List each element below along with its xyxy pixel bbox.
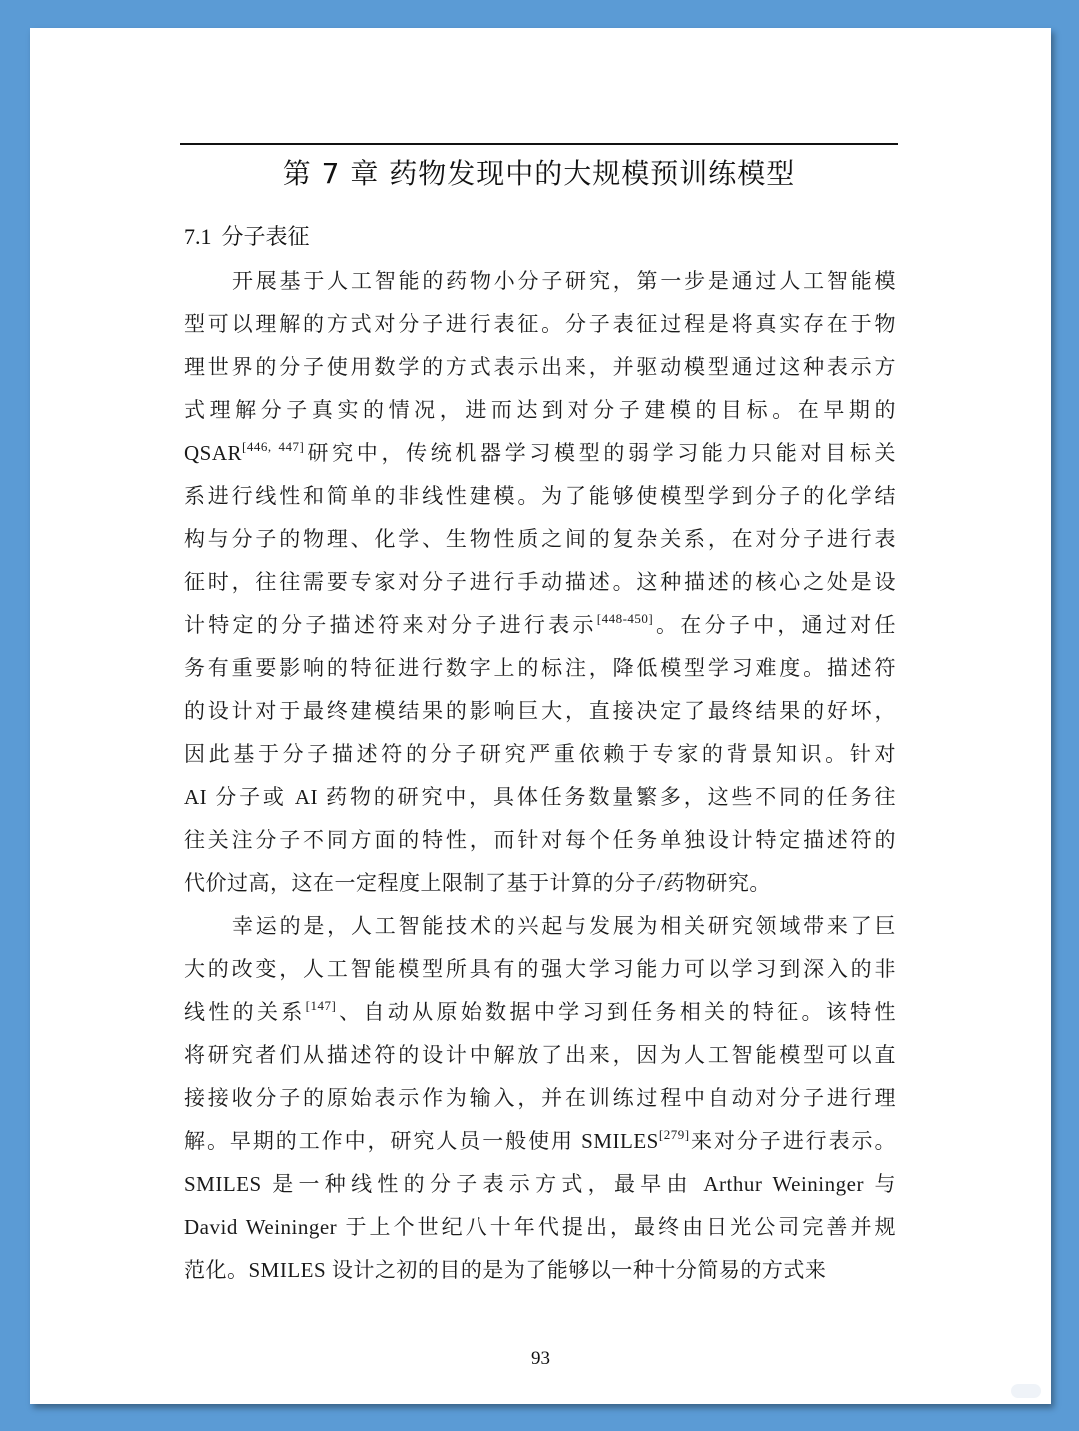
paragraph-2-line: 解。早期的工作中，研究人员一般使用 SMILES[279]来对分子进行表示。 (184, 1127, 896, 1153)
paragraph-1-line: 理世界的分子使用数学的方式表示出来，并驱动模型通过这种表示方 (184, 355, 896, 379)
paragraph-1-line: 代价过高，这在一定程度上限制了基于计算的分子/药物研究。 (184, 871, 771, 895)
paragraph-1-line: 的设计对于最终建模结果的影响巨大，直接决定了最终结果的好坏， (184, 699, 896, 723)
paragraph-2-line: 大的改变，人工智能模型所具有的强大学习能力可以学习到深入的非 (184, 957, 896, 981)
paragraph-1-line: QSAR[446, 447]研究中，传统机器学习模型的弱学习能力只能对目标关 (184, 439, 896, 465)
paragraph-1-line: 构与分子的物理、化学、生物性质之间的复杂关系，在对分子进行表 (184, 527, 896, 551)
paragraph-2-line: 幸运的是，人工智能技术的兴起与发展为相关研究领域带来了巨 (232, 914, 896, 938)
watermark-badge (1011, 1384, 1041, 1398)
paragraph-2-line: 线性的关系[147]、自动从原始数据中学习到任务相关的特征。该特性 (184, 998, 897, 1024)
paragraph-1-line: 征时，往往需要专家对分子进行手动描述。这种描述的核心之处是设 (184, 570, 896, 594)
paragraph-2-line: 接接收分子的原始表示作为输入，并在训练过程中自动对分子进行理 (184, 1086, 896, 1110)
page-number: 93 (531, 1348, 550, 1369)
paragraph-1-line: 系进行线性和简单的非线性建模。为了能够使模型学到分子的化学结 (184, 484, 896, 508)
paragraph-1-line: 因此基于分子描述符的分子研究严重依赖于专家的背景知识。针对 (184, 742, 896, 766)
citation-superscript: [446, 447] (242, 439, 305, 454)
paragraph-2-line: David Weininger 于上个世纪八十年代提出，最终由日光公司完善并规 (184, 1215, 896, 1239)
chapter-top-rule (180, 143, 898, 145)
document-page (30, 28, 1051, 1404)
paragraph-1-line: 式理解分子真实的情况，进而达到对分子建模的目标。在早期的 (184, 398, 896, 422)
paragraph-1-line: 型可以理解的方式对分子进行表征。分子表征过程是将真实存在于物 (184, 312, 896, 336)
body-text (184, 260, 896, 1292)
paragraph-2-line: 范化。SMILES 设计之初的目的是为了能够以一种十分简易的方式来 (184, 1258, 827, 1282)
paragraph-1-line: 开展基于人工智能的药物小分子研究，第一步是通过人工智能模 (232, 269, 896, 293)
citation-superscript: [147] (305, 998, 337, 1013)
paragraph-1-line: 往关注分子不同方面的特性，而针对每个任务单独设计特定描述符的 (184, 828, 896, 852)
paragraph-2-line: 将研究者们从描述符的设计中解放了出来，因为人工智能模型可以直 (184, 1043, 896, 1067)
section-heading (184, 220, 310, 251)
citation-superscript: [279] (658, 1127, 690, 1142)
paragraph-1-line: 计特定的分子描述符来对分子进行表示[448-450]。在分子中，通过对任 (184, 611, 897, 637)
section-title: 分子表征 (221, 225, 310, 250)
citation-superscript: [448-450] (596, 611, 654, 626)
paragraph-1-line: AI 分子或 AI 药物的研究中，具体任务数量繁多，这些不同的任务往 (184, 785, 896, 809)
paragraph-2-line: SMILES 是一种线性的分子表示方式，最早由 Arthur Weininger 与 (184, 1172, 896, 1196)
section-number: 7.1 (184, 224, 212, 249)
chapter-title: 第 7 章 药物发现中的大规模预训练模型 (282, 157, 796, 190)
paragraph-1-line: 务有重要影响的特征进行数字上的标注，降低模型学习难度。描述符 (184, 656, 896, 680)
